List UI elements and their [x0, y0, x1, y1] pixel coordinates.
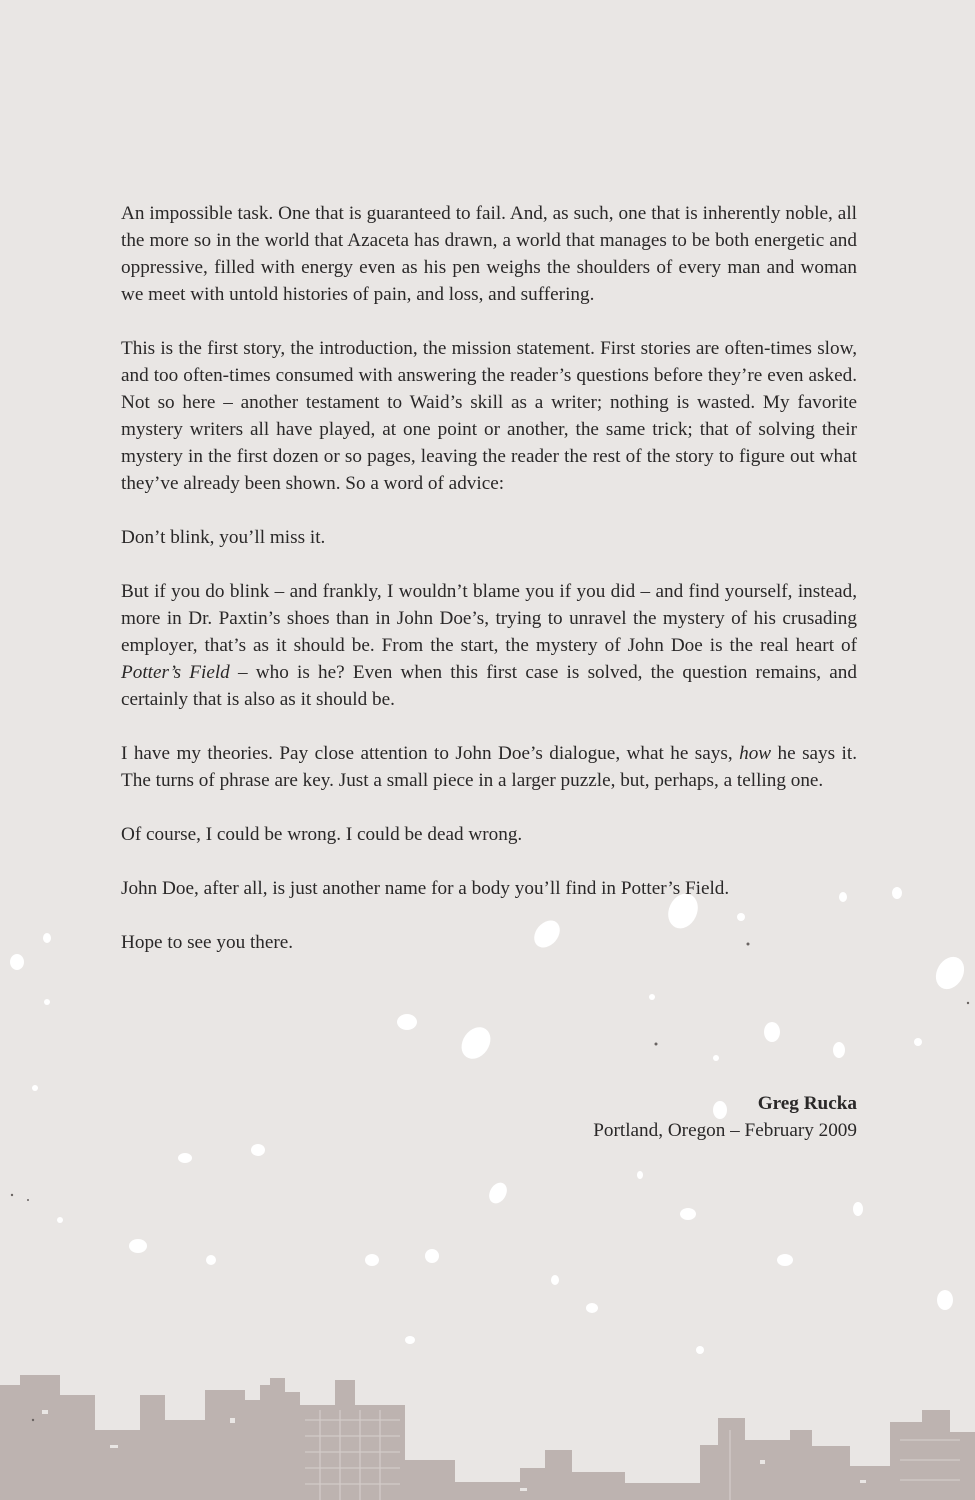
- paragraph: This is the first story, the introduction, the mission statement. First stories are often-times slow, and too often-times consumed with answering the reader’s questions before they’re even asked. Not so here – another testament to Waid’s skill as a writer; nothing is wasted. My favorite mystery writers all have played, at one point or another, the same trick; that of solving their mystery in the first dozen or so pages, leaving the reader the rest of the story to figure out what they’ve already been shown. So a word of advice:: [121, 338, 857, 494]
- text-segment: – who is he? Even when this first case is solved, the question remains, and certainly that is also as it should be.: [121, 662, 857, 710]
- article-body: [121, 200, 857, 956]
- emphasis: how: [739, 743, 772, 764]
- text-segment: But if you do blink – and frankly, I wouldn’t blame you if you did – and find yourself, instead, more in Dr. Paxtin’s shoes than in John Doe’s, trying to unravel the mystery of his crusading employer, that’s as it should be. From the start, the mystery of John Doe is the real heart of: [121, 581, 857, 656]
- paragraph: John Doe, after all, is just another name for a body you’ll find in Potter’s Field.: [121, 878, 730, 899]
- paragraph: Don’t blink, you’ll miss it.: [121, 527, 326, 548]
- paragraph: [121, 578, 857, 713]
- signature-block: [593, 1090, 857, 1144]
- place-date: Portland, Oregon – February 2009: [593, 1120, 857, 1141]
- paragraph: Hope to see you there.: [121, 932, 294, 953]
- paragraph: Of course, I could be wrong. I could be dead wrong.: [121, 824, 523, 845]
- text-segment: I have my theories. Pay close attention to John Doe’s dialogue, what he says,: [121, 743, 740, 764]
- dust-specks: [11, 943, 969, 1422]
- paragraph: An impossible task. One that is guaranteed to fail. And, as such, one that is inherently noble, all the more so in the world that Azaceta has drawn, a world that manages to be both energetic and oppressive, filled with energy even as his pen weighs the shoulders of every man and woman we meet with untold histories of pain, and loss, and suffering.: [121, 203, 857, 305]
- paragraph: [121, 740, 857, 794]
- city-skyline: [0, 1375, 975, 1500]
- author-name: Greg Rucka: [757, 1093, 857, 1114]
- text-segment: he says it. The turns of phrase are key. Just a small piece in a larger puzzle, but, perhaps, a telling one.: [121, 743, 857, 791]
- book-title: Potter’s Field: [121, 662, 230, 683]
